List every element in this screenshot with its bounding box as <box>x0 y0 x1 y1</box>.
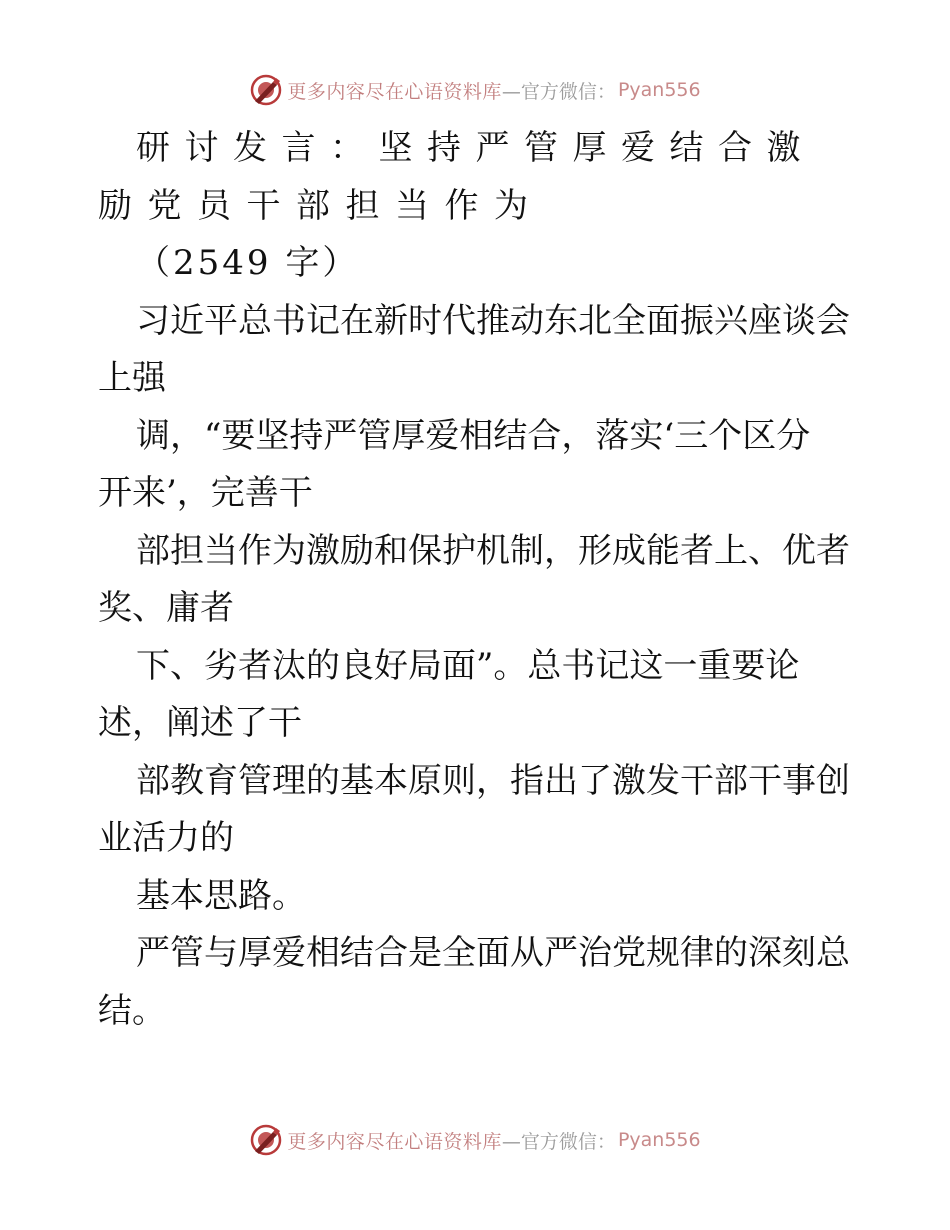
doc-title-line-1: 研讨发言：坚持严管厚爱结合激 <box>136 128 815 168</box>
footer-banner <box>0 1120 950 1160</box>
doc-line: 奖、庸者 <box>98 588 234 628</box>
doc-line: 基本思路。 <box>136 875 306 916</box>
doc-line: 部担当作为激励和保护机制，形成能者上、优者 <box>136 530 850 571</box>
doc-line: 述，阐述了干 <box>98 703 302 743</box>
doc-line: 结。 <box>98 990 166 1031</box>
footer-banner-text <box>287 1127 700 1154</box>
doc-line: 下、劣者汰的良好局面”。总书记这一重要论 <box>136 645 800 686</box>
document-body <box>98 120 858 1040</box>
pen-logo-icon <box>249 1123 283 1157</box>
doc-line: 调，“要坚持严管厚爱相结合，落实‘三个区分 <box>136 415 811 456</box>
doc-line: 上强 <box>98 358 166 398</box>
doc-line: 业活力的 <box>98 818 234 858</box>
doc-title-line-2: 励党员干部担当作为 <box>98 185 544 226</box>
doc-line: 开来’，完善干 <box>98 473 313 513</box>
doc-line: 部教育管理的基本原则，指出了激发干部干事创 <box>136 760 850 801</box>
pen-logo-icon <box>249 73 283 107</box>
doc-line: 习近平总书记在新时代推动东北全面振兴座谈会 <box>136 300 850 341</box>
doc-line: 严管与厚爱相结合是全面从严治党规律的深刻总 <box>136 933 850 973</box>
footer-banner-site: 更多内容尽在心语资料库 <box>287 1130 502 1153</box>
header-banner-wechat: Pyan556 <box>617 79 701 101</box>
header-banner-sep: —官方微信： <box>501 80 616 103</box>
header-banner-text <box>287 77 700 104</box>
header-banner-site: 更多内容尽在心语资料库 <box>287 80 502 103</box>
footer-banner-sep: —官方微信： <box>501 1130 616 1153</box>
header-banner <box>0 70 950 110</box>
footer-banner-wechat: Pyan556 <box>617 1129 701 1151</box>
doc-word-count: （2549 字） <box>136 243 360 283</box>
